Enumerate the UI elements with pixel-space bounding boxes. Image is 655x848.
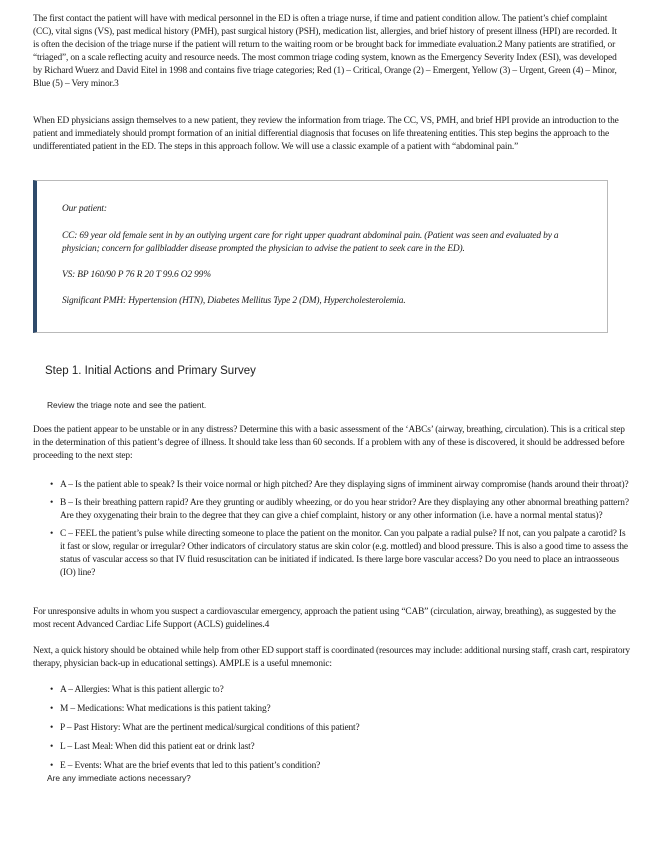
patient-case-box — [33, 180, 608, 333]
intro-paragraph: The first contact the patient will have with medical personnel in the ED is often a triage nurse, if time and patient condition allow. The patient’s chief complaint (CC), vital signs (VS), past medical history (PMH), past surgical history (PSH), medication list, allergies, and brief history of present illness (HPI) are recorded. It is often the decision of the triage nurse if the patient will return to the waiting room or be brought back for immediate evaluation.2 Many patients are stratified, or “triaged”, on a scale reflecting acuity and resource needs. The most common triage coding system, known as the Emergency Severity Index (ESI), was developed by Richard Wuerz and David Eitel in 1998 and contains five triage categories; Red (1) – Critical, Orange (2) – Emergent, Yellow (3) – Urgent, Green (4) – Minor, Blue (5) – Very minor.3 — [33, 14, 617, 89]
list-item: • A – Allergies: What is this patient allergic to? — [50, 684, 610, 697]
ed-physician-paragraph: When ED physicians assign themselves to a new patient, they review the information from triage. The CC, VS, PMH, and brief HPI provide an introduction to the patient and immediately should prompt formation of an initial differential diagnosis that focuses on life threatening entities. This step begins the approach to the undifferentiated patient in the ED. The steps in this approach follow. We will use a classic example of a patient with “abdominal pain.” — [33, 116, 619, 152]
immediate-actions-question: Are any immediate actions necessary? — [47, 773, 191, 783]
list-item: • A – Is the patient able to speak? Is their voice normal or high pitched? Are they displaying signs of imminent airway compromise (hands around their throat)? — [50, 479, 630, 492]
abc-list — [50, 479, 630, 585]
list-item: • M – Medications: What medications is this patient taking? — [50, 703, 610, 716]
case-vital-signs: VS: BP 160/90 P 76 R 20 T 99.6 O2 99% — [62, 270, 211, 280]
step1-subheading: Review the triage note and see the patient. — [47, 400, 207, 410]
list-item: • E – Events: What are the brief events that led to this patient’s condition? — [50, 760, 610, 773]
list-item: • L – Last Meal: When did this patient eat or drink last? — [50, 741, 610, 754]
list-item: • B – Is their breathing pattern rapid? Are they grunting or audibly wheezing, or do you hear stridor? Are they displaying any other abnormal breathing pattern? Are they oxygenating their brain to the degree that they can give a chief complaint, history or any other information (i.e. have a normal mental status)? — [50, 497, 630, 523]
case-chief-complaint: CC: 69 year old female sent in by an outlying urgent care for right upper quadrant abdominal pain. (Patient was seen and evaluated by a physician; concern for gallbladder disease prompted the physician to advise the patient to seek care in the ED). — [62, 231, 559, 254]
step1-heading: Step 1. Initial Actions and Primary Survey — [45, 365, 256, 377]
list-item: • C – FEEL the patient’s pulse while directing someone to place the patient on the monitor. Can you palpate a radial pulse? If not, can you palpate a carotid? Is it fast or slow, regular or irregular? Other indicators of circulatory status are skin color (e.g. mottled) and blood pressure. This is also a good time to assess the status of vascular access so that IV fluid resuscitation can be initiated if indicated. Is there large bore vascular access? Do you need to place an intraosseous (IO) line? — [50, 528, 630, 580]
ample-list — [50, 684, 610, 779]
case-pmh: Significant PMH: Hypertension (HTN), Diabetes Mellitus Type 2 (DM), Hypercholesterolemia. — [62, 296, 406, 306]
cab-paragraph: For unresponsive adults in whom you suspect a cardiovascular emergency, approach the patient using “CAB” (circulation, airway, breathing), as suggested by the most recent Advanced Cardiac Life Support (ACLS) guidelines.4 — [33, 607, 616, 630]
list-item: • P – Past History: What are the pertinent medical/surgical conditions of this patient? — [50, 722, 610, 735]
quick-history-paragraph: Next, a quick history should be obtained while help from other ED support staff is coordinated (resources may include: additional nursing staff, crash cart, respiratory therapy, physician back-up in educational settings). AMPLE is a useful mnemonic: — [33, 646, 630, 669]
abc-paragraph: Does the patient appear to be unstable or in any distress? Determine this with a basic assessment of the ‘ABCs’ (airway, breathing, circulation). This is a critical step in the determination of this patient’s degree of illness. It should take less than 60 seconds. If a problem with any of these is discovered, it should be addressed before proceeding to the next step: — [33, 425, 625, 461]
case-label: Our patient: — [62, 204, 107, 214]
